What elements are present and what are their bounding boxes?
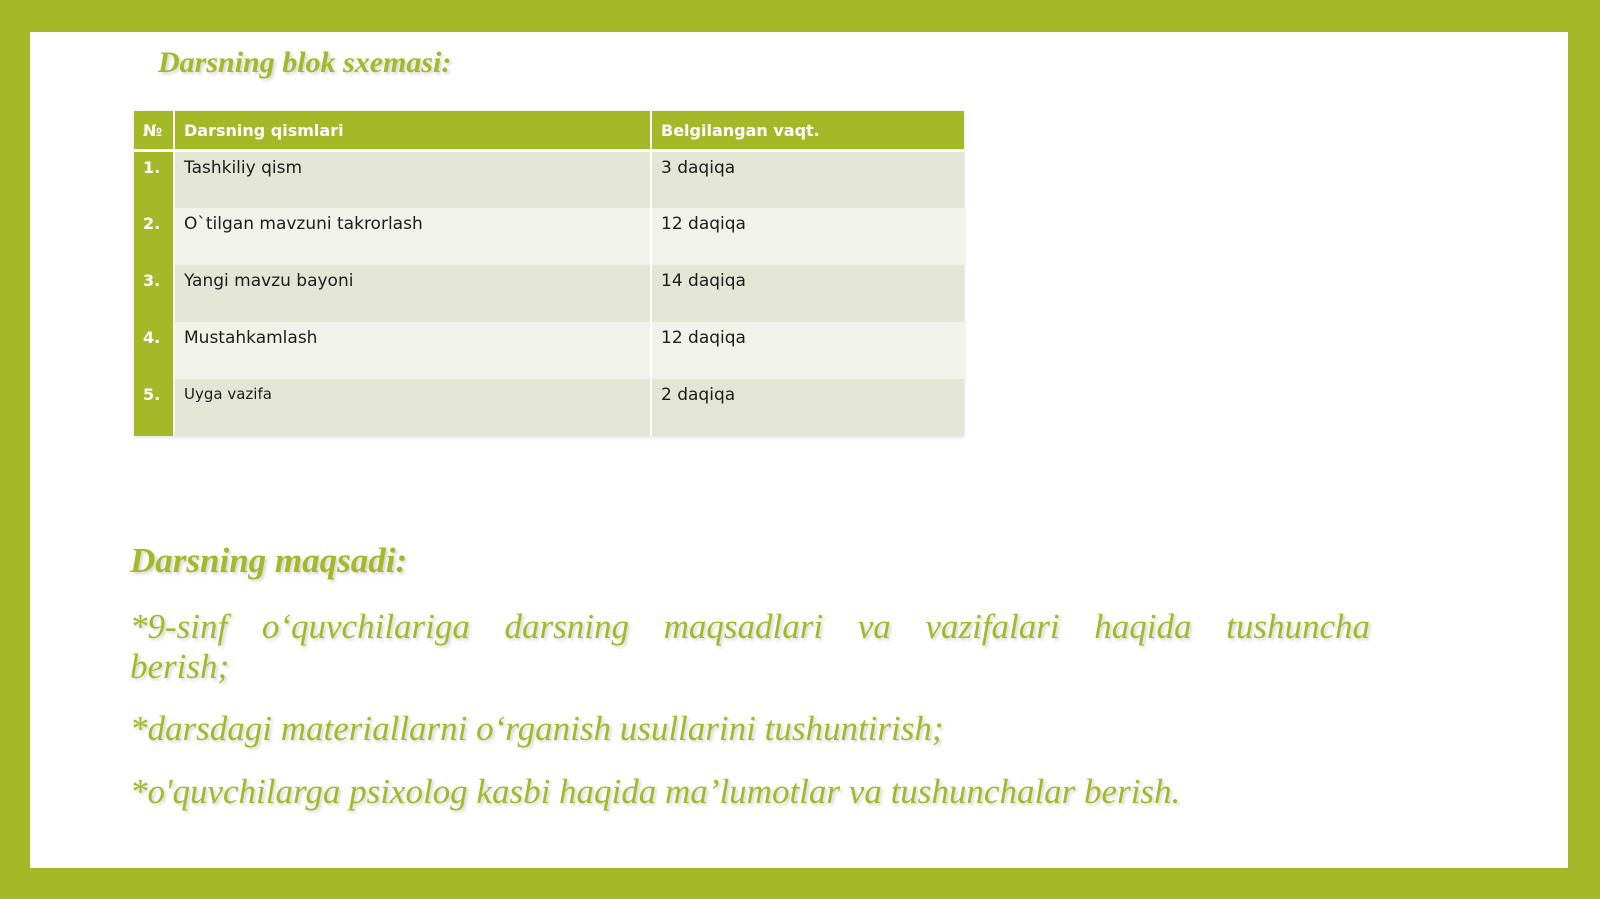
row-number: 4. (134, 322, 174, 379)
table-row (134, 379, 964, 436)
slide (30, 32, 1568, 868)
goals-heading: Darsning maqsadi: (130, 541, 408, 580)
row-time: 14 daqiqa (651, 265, 964, 322)
row-time: 12 daqiqa (651, 208, 964, 265)
goal-item: *darsdagi materiallarni o‘rganish usullarini tushuntirish; (130, 709, 944, 748)
row-lesson-part: O`tilgan mavzuni takrorlash (174, 208, 651, 265)
goal-item: *9-sinf o‘quvchilariga darsning maqsadlari va vazifalari haqida tushuncha berish; (130, 607, 1370, 686)
row-time: 2 daqiqa (651, 379, 964, 436)
header-lesson-parts: Darsning qismlari (174, 111, 651, 151)
table-row (134, 208, 964, 265)
header-allotted-time: Belgilangan vaqt. (651, 111, 964, 151)
row-lesson-part: Yangi mavzu bayoni (174, 265, 651, 322)
row-lesson-part: Uyga vazifa (174, 379, 651, 436)
row-number: 3. (134, 265, 174, 322)
row-time: 12 daqiqa (651, 322, 964, 379)
goal-item: *o'quvchilarga psixolog kasbi haqida ma’lumotlar va tushunchalar berish. (130, 772, 1181, 811)
table-header-row (134, 111, 964, 151)
header-number: № (134, 111, 174, 151)
row-lesson-part: Mustahkamlash (174, 322, 651, 379)
row-time: 3 daqiqa (651, 151, 964, 208)
schedule-title: Darsning blok sxemasi: (158, 46, 452, 79)
table-row (134, 322, 964, 379)
table-row (134, 265, 964, 322)
lesson-schedule-table (134, 111, 964, 436)
row-number: 2. (134, 208, 174, 265)
row-number: 5. (134, 379, 174, 436)
row-number: 1. (134, 151, 174, 208)
table-row (134, 151, 964, 208)
row-lesson-part: Tashkiliy qism (174, 151, 651, 208)
